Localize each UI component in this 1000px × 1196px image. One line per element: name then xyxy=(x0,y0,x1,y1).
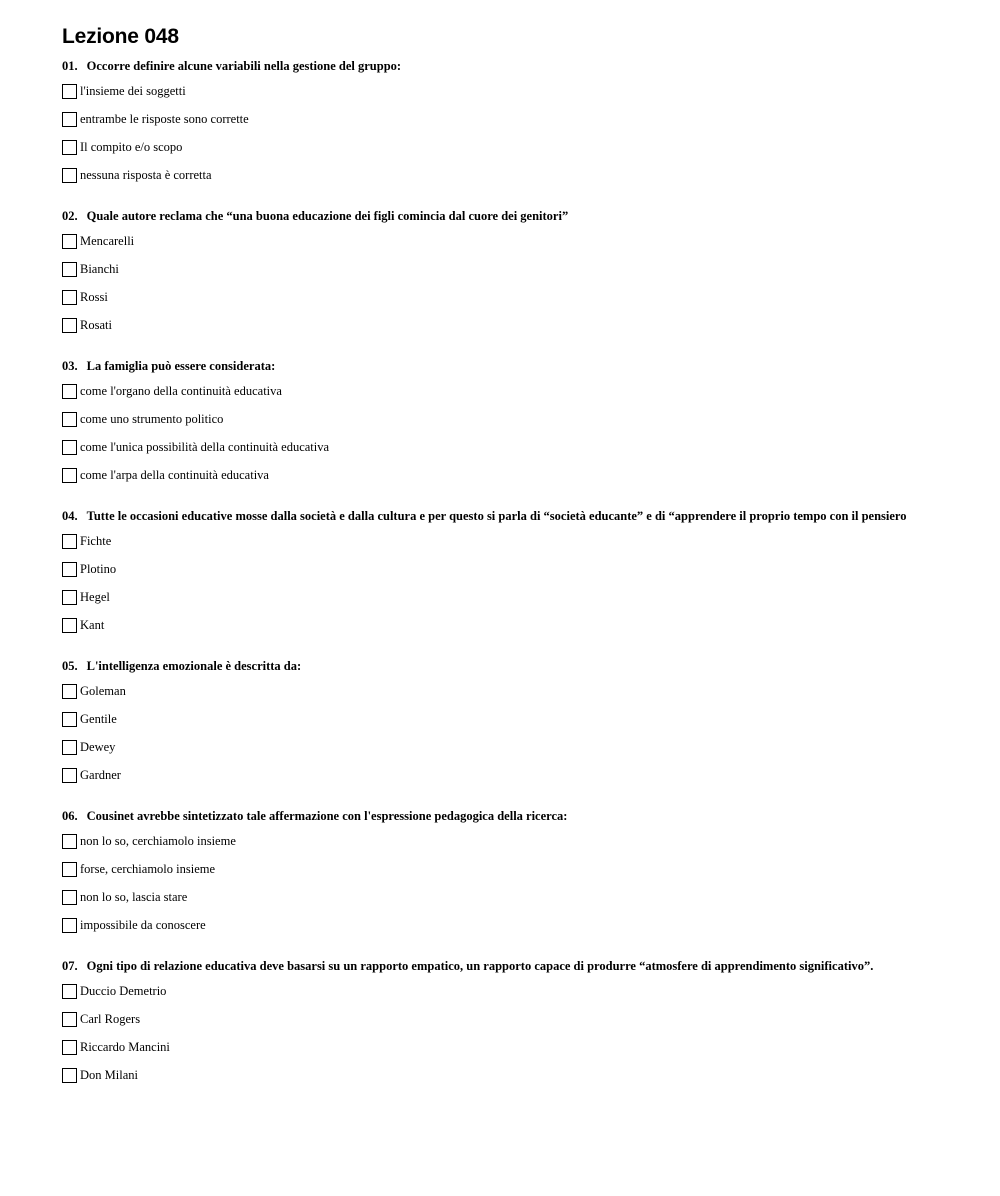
question-prompt: Ogni tipo di relazione educativa deve basarsi su un rapporto empatico, un rapporto capace di produrre “atmosfere di apprendimento significativo”. xyxy=(86,959,874,973)
answer-option[interactable] xyxy=(62,559,962,579)
answer-checkbox[interactable] xyxy=(62,1040,77,1055)
question-block xyxy=(62,208,962,335)
answer-checkbox[interactable] xyxy=(62,234,77,249)
answer-option[interactable] xyxy=(62,831,962,851)
answer-label: Bianchi xyxy=(80,262,119,276)
answer-label: non lo so, cerchiamolo insieme xyxy=(80,834,236,848)
question-block xyxy=(62,508,962,635)
answer-option[interactable] xyxy=(62,1009,962,1029)
question-text xyxy=(62,58,962,74)
question-number: 02. xyxy=(62,209,78,223)
answer-checkbox[interactable] xyxy=(62,590,77,605)
answer-checkbox[interactable] xyxy=(62,168,77,183)
answer-option[interactable] xyxy=(62,137,962,157)
answer-option[interactable] xyxy=(62,887,962,907)
page-title: Lezione 048 xyxy=(62,25,179,48)
question-text xyxy=(62,508,962,524)
answer-label: Plotino xyxy=(80,562,117,576)
answer-checkbox[interactable] xyxy=(62,834,77,849)
answer-option[interactable] xyxy=(62,165,962,185)
question-text xyxy=(62,658,962,674)
answer-checkbox[interactable] xyxy=(62,684,77,699)
answer-label: come l'unica possibilità della continuità educativa xyxy=(80,440,330,454)
question-block xyxy=(62,658,962,785)
answer-label: come l'arpa della continuità educativa xyxy=(80,468,269,482)
answer-checkbox[interactable] xyxy=(62,290,77,305)
answer-checkbox[interactable] xyxy=(62,468,77,483)
answer-checkbox[interactable] xyxy=(62,890,77,905)
answer-checkbox[interactable] xyxy=(62,384,77,399)
answer-option[interactable] xyxy=(62,709,962,729)
answer-label: Kant xyxy=(80,618,105,632)
answer-label: Riccardo Mancini xyxy=(80,1040,170,1054)
question-text xyxy=(62,958,962,974)
answer-label: Gardner xyxy=(80,768,121,782)
answer-checkbox[interactable] xyxy=(62,1012,77,1027)
answer-option[interactable] xyxy=(62,615,962,635)
answer-label: Goleman xyxy=(80,684,126,698)
answer-label: Gentile xyxy=(80,712,117,726)
question-text xyxy=(62,358,962,374)
question-number: 03. xyxy=(62,359,78,373)
answer-checkbox[interactable] xyxy=(62,984,77,999)
answer-label: l'insieme dei soggetti xyxy=(80,84,186,98)
question-prompt: Occorre definire alcune variabili nella gestione del gruppo: xyxy=(86,59,402,73)
question-prompt: L'intelligenza emozionale è descritta da: xyxy=(86,659,302,673)
question-text xyxy=(62,208,962,224)
answer-label: Duccio Demetrio xyxy=(80,984,167,998)
answer-option[interactable] xyxy=(62,915,962,935)
question-list xyxy=(62,58,962,1085)
question-prompt: La famiglia può essere considerata: xyxy=(86,359,276,373)
quiz-page xyxy=(62,24,962,1108)
answer-checkbox[interactable] xyxy=(62,534,77,549)
answer-option[interactable] xyxy=(62,681,962,701)
answer-label: Rossi xyxy=(80,290,108,304)
answer-option[interactable] xyxy=(62,109,962,129)
answer-label: nessuna risposta è corretta xyxy=(80,168,212,182)
question-number: 04. xyxy=(62,509,78,523)
question-number: 06. xyxy=(62,809,78,823)
answer-checkbox[interactable] xyxy=(62,1068,77,1083)
question-number: 07. xyxy=(62,959,78,973)
question-number: 01. xyxy=(62,59,78,73)
answer-checkbox[interactable] xyxy=(62,562,77,577)
answer-option[interactable] xyxy=(62,259,962,279)
question-prompt: Cousinet avrebbe sintetizzato tale affermazione con l'espressione pedagogica della ricerca: xyxy=(86,809,568,823)
answer-option[interactable] xyxy=(62,981,962,1001)
answer-option[interactable] xyxy=(62,737,962,757)
answer-option[interactable] xyxy=(62,1065,962,1085)
answer-option[interactable] xyxy=(62,765,962,785)
question-block xyxy=(62,958,962,1085)
answer-checkbox[interactable] xyxy=(62,84,77,99)
answer-label: Dewey xyxy=(80,740,116,754)
answer-option[interactable] xyxy=(62,231,962,251)
answer-label: Mencarelli xyxy=(80,234,135,248)
question-number: 05. xyxy=(62,659,78,673)
answer-option[interactable] xyxy=(62,465,962,485)
answer-label: forse, cerchiamolo insieme xyxy=(80,862,216,876)
answer-label: Il compito e/o scopo xyxy=(80,140,183,154)
question-prompt: Tutte le occasioni educative mosse dalla società e dalla cultura e per questo si parla di “società educante” e di “apprendere il proprio tempo con il pensiero xyxy=(86,509,907,523)
answer-checkbox[interactable] xyxy=(62,740,77,755)
answer-label: entrambe le risposte sono corrette xyxy=(80,112,249,126)
question-block xyxy=(62,358,962,485)
answer-label: come uno strumento politico xyxy=(80,412,224,426)
answer-label: Fichte xyxy=(80,534,112,548)
answer-option[interactable] xyxy=(62,531,962,551)
answer-label: Hegel xyxy=(80,590,110,604)
answer-checkbox[interactable] xyxy=(62,712,77,727)
answer-checkbox[interactable] xyxy=(62,862,77,877)
answer-option[interactable] xyxy=(62,587,962,607)
answer-option[interactable] xyxy=(62,81,962,101)
answer-checkbox[interactable] xyxy=(62,112,77,127)
question-prompt: Quale autore reclama che “una buona educazione dei figli comincia dal cuore dei genitori” xyxy=(86,209,569,223)
answer-checkbox[interactable] xyxy=(62,262,77,277)
answer-option[interactable] xyxy=(62,437,962,457)
answer-checkbox[interactable] xyxy=(62,618,77,633)
answer-option[interactable] xyxy=(62,287,962,307)
answer-checkbox[interactable] xyxy=(62,440,77,455)
answer-label: non lo so, lascia stare xyxy=(80,890,188,904)
answer-label: Don Milani xyxy=(80,1068,138,1082)
answer-option[interactable] xyxy=(62,381,962,401)
answer-option[interactable] xyxy=(62,859,962,879)
answer-label: Rosati xyxy=(80,318,112,332)
answer-label: impossibile da conoscere xyxy=(80,918,206,932)
answer-option[interactable] xyxy=(62,1037,962,1057)
answer-checkbox[interactable] xyxy=(62,412,77,427)
question-text xyxy=(62,808,962,824)
answer-label: Carl Rogers xyxy=(80,1012,141,1026)
answer-option[interactable] xyxy=(62,409,962,429)
answer-label: come l'organo della continuità educativa xyxy=(80,384,282,398)
answer-checkbox[interactable] xyxy=(62,918,77,933)
question-block xyxy=(62,58,962,185)
answer-checkbox[interactable] xyxy=(62,140,77,155)
question-block xyxy=(62,808,962,935)
answer-option[interactable] xyxy=(62,315,962,335)
answer-checkbox[interactable] xyxy=(62,318,77,333)
answer-checkbox[interactable] xyxy=(62,768,77,783)
